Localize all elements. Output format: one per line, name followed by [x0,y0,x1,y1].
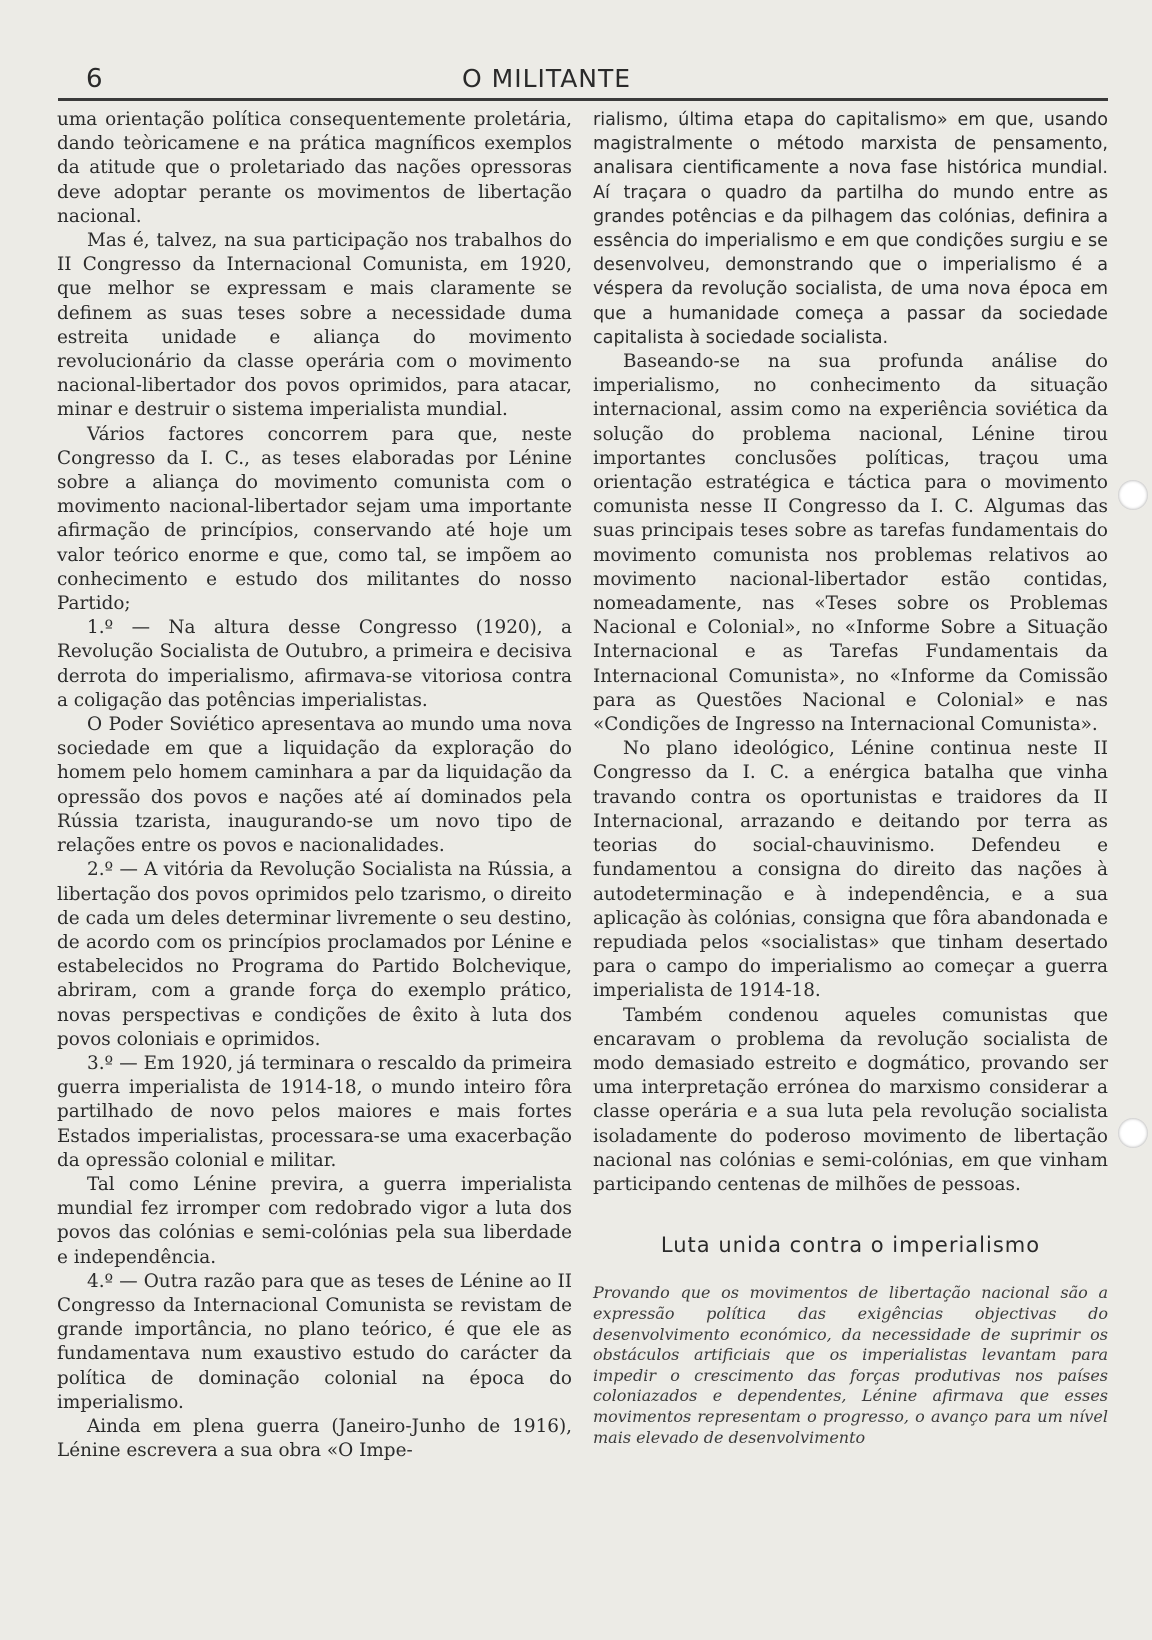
punch-hole [1118,480,1148,510]
journal-title: O MILITANTE [462,64,632,93]
section-heading: Luta unida contra o imperialismo [660,1233,1041,1258]
paragraph: 1.º — Na altura desse Congresso (1920), a Revolução Socialista de Outubro, a primeira e decisiva derrota do imperialismo, afirmava-se vitoriosa contra a coligação das potências imperialistas. [57,617,572,711]
paragraph: O Poder Soviético apresentava ao mundo uma nova sociedade em que a liquidação da exploração do homem pelo homem caminhara a par da liquidação da opressão dos povos e nações até aí dominados pela Rússia tzarista, inaugurando-se um novo tipo de relações entre os povos e nacionalidades. [57,714,572,857]
paragraph: 3.º — Em 1920, já terminara o rescaldo da primeira guerra imperialista de 1914-18, o mundo inteiro fôra partilhado de novo pelos maiores e mais fortes Estados imperialistas, processara-se uma exacerbação da opressão colonial e militar. [57,1052,572,1171]
left-column [57,108,572,1463]
punch-hole [1118,1118,1148,1148]
paragraph: 4.º — Outra razão para que as teses de Lénine ao II Congresso da Internacional Comunista se revistam de grande importância, no plano teórico, é que ele as fundamentava num exaustivo estudo do carácter da política de dominação colonial na época do imperialismo. [57,1270,572,1413]
paragraph: rialismo, última etapa do capitalismo» em que, usando magistralmente o método marxista de pensamento, analisara cientificamente a nova fase histórica mundial. Aí traçara o quadro da partilha do mundo entre as grandes potências e da pilhagem das colónias, definira a essência do imperialismo e em que condições surgiu e se desenvolveu, demonstrando que o imperialismo é a véspera da revolução socialista, de uma nova época em que a humanidade começa a passar da sociedade capitalista à sociedade socialista. [593,110,1108,348]
paragraph: 2.º — A vitória da Revolução Socialista na Rússia, a libertação dos povos oprimidos pelo tzarismo, o direito de cada um deles determinar livremente o seu destino, de acordo com os princípios proclamados por Lénine e estabelecidos no Programa do Partido Bolchevique, abriram, com a grande força do exemplo prático, novas perspectivas e condições de êxito à luta dos povos coloniais e oprimidos. [57,859,572,1050]
header-rule [58,98,1108,101]
paragraph: Também condenou aqueles comunistas que encaravam o problema da revolução socialista de modo demasiado estreito e dogmático, provando ser uma interpretação errónea do marxismo considerar a classe operária e a sua luta pela revolução socialista isoladamente do poderoso movimento de libertação nacional nas colónias e semi-colónias, em que vinham participando centenas de milhões de pessoas. [593,1004,1108,1195]
paragraph: uma orientação política consequentemente proletária, dando teòricamene e na prática magníficos exemplos da atitude que o proletariado das nações opressoras deve adoptar perante os movimentos de libertação nacional. [57,109,572,227]
paragraph: Ainda em plena guerra (Janeiro-Junho de 1916), Lénine escrevera a sua obra «O Impe- [57,1415,572,1462]
paragraph: Mas é, talvez, na sua participação nos trabalhos do II Congresso da Internacional Comunista, em 1920, que melhor se expressam e mais claramente se definem as suas teses sobre a necessidade duma estreita unidade e aliança do movimento revolucionário da classe operária com o movimento nacional-libertador dos povos oprimidos, para atacar, minar e destruir o sistema imperialista mundial. [57,230,572,421]
paragraph: Tal como Lénine previra, a guerra imperialista mundial fez irromper com redobrado vigor a luta dos povos das colónias e semi-colónias pela sua liberdade e independência. [57,1173,572,1268]
paragraph: Baseando-se na sua profunda análise do imperialismo, no conhecimento da situação internacional, assim como na experiência soviética da solução do problema nacional, Lénine tirou importantes conclusões políticas, traçou uma orientação estratégica e táctica para o movimento comunista nesse II Congresso da I. C. Algumas das suas principais teses sobre as tarefas fundamentais do movimento comunista nos problemas relativos ao movimento nacional-libertador estão contidas, nomeadamente, nas «Teses sobre os Problemas Nacional e Colonial», no «Informe Sobre a Situação Internacional e as Tarefas Fundamentais da Internacional Comunista», no «Informe da Comissão para as Questões Nacional e Colonial» e nas «Condições de Ingresso na Internacional Comunista». [593,351,1108,736]
right-column [593,108,1108,1448]
section-lead: Provando que os movimentos de libertação nacional são a expressão política das exigências objectivas do desenvolvimento económico, da necessidade de suprimir os obstáculos artificiais que os imperialistas levantam para impedir o crescimento das forças produtivas nos países coloniazados e dependentes, Lénine afirmava que esses movimentos representam o progresso, o avanço para um nível mais elevado de desenvolvimento [593,1283,1108,1447]
paragraph: Vários factores concorrem para que, neste Congresso da I. C., as teses elaboradas por Lénine sobre a aliança do movimento comunista com o movimento nacional-libertador sejam uma importante afirmação de princípios, conservando até hoje um valor teórico enorme e que, como tal, se impõem ao conhecimento e estudo dos militantes do nosso Partido; [57,423,572,615]
paragraph: No plano ideológico, Lénine continua neste II Congresso da I. C. a enérgica batalha que vinha travando contra os oportunistas e traidores da II Internacional, arrazando e deitando por terra as teorias do social-chauvinismo. Defendeu e fundamentou a consigna do direito das nações à autodeterminação e à independência, e a sua aplicação às colónias, consigna que fôra abandonada e repudiada pelos «socialistas» que tinham desertado para o campo do imperialismo ao começar a guerra imperialista de 1914-18. [593,738,1108,1002]
page-header [58,58,1108,98]
page-number: 6 [86,64,103,94]
